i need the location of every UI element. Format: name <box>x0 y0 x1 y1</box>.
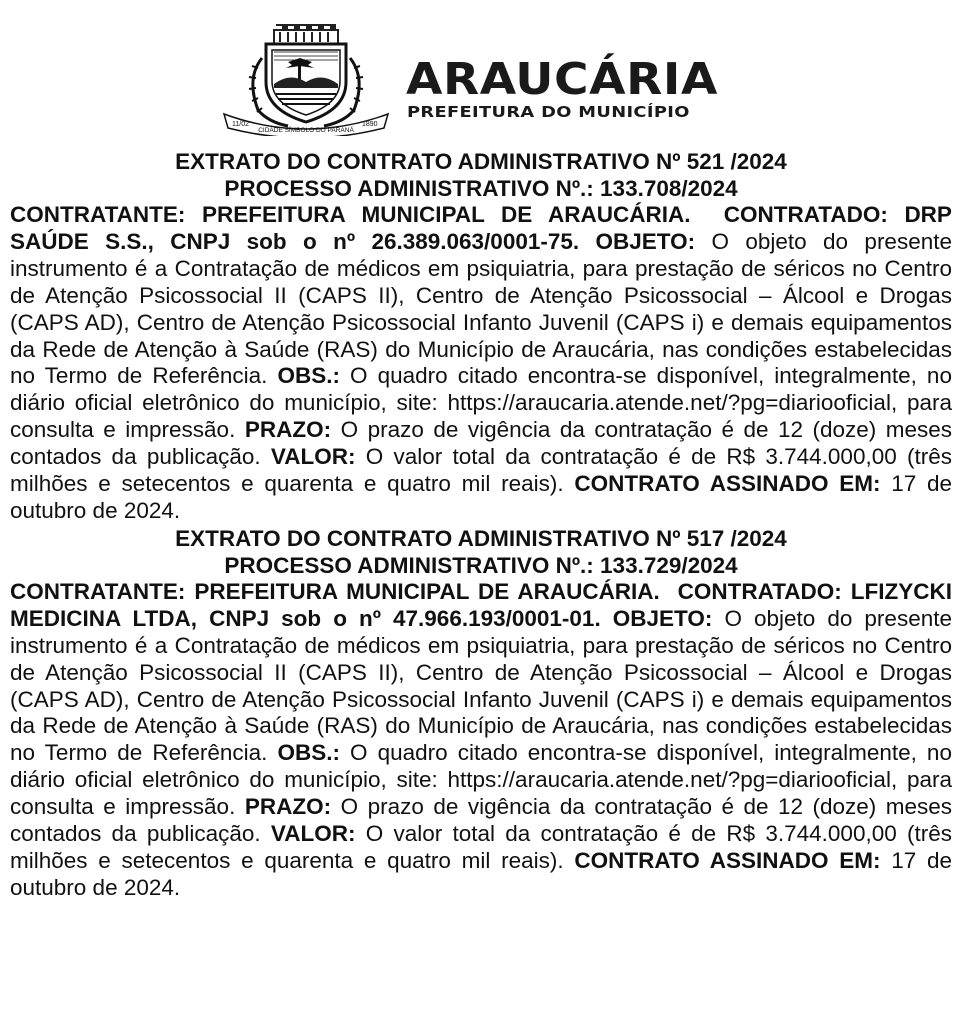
contratante-label: CONTRATANTE: <box>10 202 186 227</box>
assinado-label: CONTRATO ASSINADO EM: <box>574 471 881 497</box>
assinado-date: 17 de outubro de 2024. <box>10 847 952 900</box>
document-body <box>10 148 952 902</box>
extract-text <box>10 579 952 902</box>
city-name: ARAUCÁRIA <box>406 54 718 105</box>
valor-label: VALOR: <box>270 444 356 470</box>
valor-text: O valor total da contratação é de R$ 3.744.000,00 (três milhões e setecentos e quarenta e quatro mil reais). <box>10 821 952 873</box>
obs-label: OBS.: <box>277 363 340 389</box>
contratante-label: CONTRATANTE: <box>10 578 186 604</box>
process-number: PROCESSO ADMINISTRATIVO Nº.: 133.708/2024 <box>224 176 738 201</box>
assinado-label: CONTRATO ASSINADO EM: <box>574 847 881 873</box>
obs-text: O quadro citado encontra-se disponível, integralmente, no diário oficial eletrônico do município, site: https://araucaria.atende.net/?pg=diariooficial, para consulta e impressão. <box>10 363 952 443</box>
crest-left-year: 11/02 <box>232 121 249 128</box>
obs-label: OBS.: <box>277 740 340 766</box>
contratado-label: CONTRATADO: <box>677 578 842 604</box>
objeto-text: O objeto do presente instrumento é a Contratação de médicos em psiquiatria, para prestação de séricos no Centro de Atenção Psicossocial II (CAPS II), Centro de Atenção Psicossocial – Álcool e Drogas (CAPS AD), Centro de Atenção Psicossocial Infanto Juvenil (CAPS i) e demais equipamentos da Rede de Atenção à Saúde (RAS) do Município de Araucária, nas condições estabelecidas no Termo de Referência. <box>10 605 952 766</box>
extract-text <box>10 202 952 525</box>
contratante-value: PREFEITURA MUNICIPAL DE ARAUCÁRIA. <box>201 202 691 227</box>
municipal-crest-icon <box>218 18 394 136</box>
valor-text: O valor total da contratação é de R$ 3.744.000,00 (três milhões e setecentos e quarenta e quatro mil reais). <box>10 444 952 497</box>
crest-right-year: 1890 <box>362 121 378 128</box>
contratado-label: CONTRATADO: <box>723 202 888 227</box>
extract-title: EXTRATO DO CONTRATO ADMINISTRATIVO Nº 521 /2024 <box>175 149 787 174</box>
contratante-value: PREFEITURA MUNICIPAL DE ARAUCÁRIA. <box>194 578 660 604</box>
objeto-text: O objeto do presente instrumento é a Contratação de médicos em psiquiatria, para prestação de séricos no Centro de Atenção Psicossocial II (CAPS II), Centro de Atenção Psicossocial – Álcool e Drogas (CAPS AD), Centro de Atenção Psicossocial Infanto Juvenil (CAPS i) e demais equipamentos da Rede de Atenção à Saúde (RAS) do Município de Araucária, nas condições estabelecidas no Termo de Referência. <box>10 228 952 389</box>
crest-motto: CIDADE SÍMBOLO DO PARANÁ <box>258 127 354 134</box>
obs-text: O quadro citado encontra-se disponível, integralmente, no diário oficial eletrônico do município, site: https://araucaria.atende.net/?pg=diariooficial, para consulta e impressão. <box>10 740 952 820</box>
objeto-label: OBJETO: <box>612 605 713 631</box>
contract-extract-1 <box>10 148 952 525</box>
extract-title: EXTRATO DO CONTRATO ADMINISTRATIVO Nº 517 /2024 <box>175 525 787 551</box>
contratado-value: DRP SAÚDE S.S., CNPJ sob o nº 26.389.063/0001-75. <box>10 202 952 254</box>
city-subtitle: PREFEITURA DO MUNICÍPIO <box>407 103 690 121</box>
prazo-label: PRAZO: <box>244 794 332 820</box>
valor-label: VALOR: <box>270 821 356 847</box>
assinado-date: 17 de outubro de 2024. <box>10 471 952 523</box>
process-number: PROCESSO ADMINISTRATIVO Nº.: 133.729/2024 <box>224 552 738 578</box>
objeto-label: OBJETO: <box>595 228 696 254</box>
contratado-value: LFIZYCKI MEDICINA LTDA, CNPJ sob o nº 47.966.193/0001-01. <box>10 578 952 631</box>
prazo-text: O prazo de vigência da contratação é de 12 (doze) meses contados da publicação. <box>10 417 953 470</box>
prazo-text: O prazo de vigência da contratação é de 12 (doze) meses contados da publicação. <box>10 794 953 847</box>
page-header <box>0 18 966 136</box>
contract-extract-2 <box>10 525 952 902</box>
prazo-label: PRAZO: <box>244 417 332 443</box>
